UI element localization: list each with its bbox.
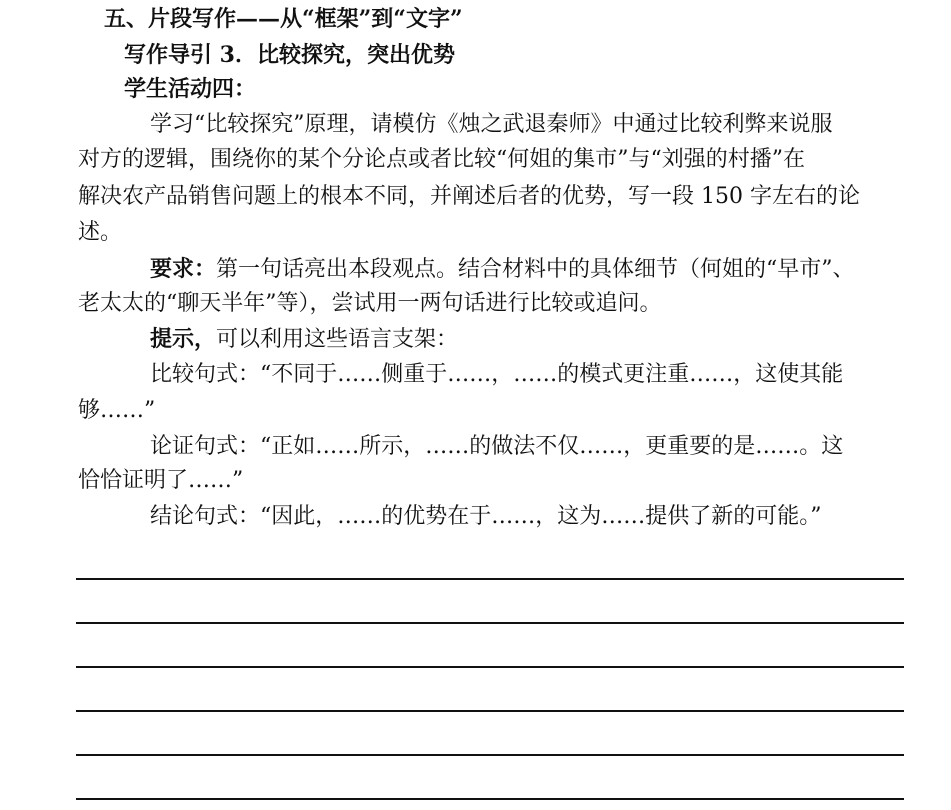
answer-line-3[interactable]: [76, 666, 904, 668]
hint-line: [150, 324, 458, 355]
section-title: 五、片段写作——从“框架”到“文字”: [104, 6, 463, 32]
requirement-line-1: [150, 254, 855, 285]
answer-line-6[interactable]: [76, 798, 904, 800]
task-line-2: 对方的逻辑，围绕你的某个分论点或者比较“何姐的集市”与“刘强的村播”在: [78, 147, 805, 172]
requirement-text: 第一句话亮出本段观点。结合材料中的具体细节（何姐的“早市”、: [216, 257, 855, 282]
answer-line-5[interactable]: [76, 754, 904, 756]
requirement-label: 要求：: [150, 256, 217, 282]
compare-pattern-line-2: 够……”: [78, 398, 156, 423]
argue-pattern-line-2: 恰恰证明了……”: [78, 468, 244, 493]
compare-pattern-line-1: 比较句式：“不同于……侧重于……，……的模式更注重……，这使其能: [150, 362, 844, 387]
task-line-3: 解决农产品销售问题上的根本不同，并阐述后者的优势，写一段 150 字左右的论: [78, 184, 860, 209]
requirement-line-2: 老太太的“聊天半年”等），尝试用一两句话进行比较或追问。: [78, 291, 662, 316]
conclude-pattern-line: 结论句式：“因此，……的优势在于……，这为……提供了新的可能。”: [150, 504, 822, 529]
hint-label: 提示，: [150, 326, 217, 352]
answer-line-1[interactable]: [76, 578, 904, 580]
guide-title: 写作导引 3．比较探究，突出优势: [124, 42, 455, 68]
task-line-4: 述。: [78, 220, 123, 245]
hint-text: 可以利用这些语言支架：: [216, 327, 459, 352]
answer-line-2[interactable]: [76, 622, 904, 624]
argue-pattern-line-1: 论证句式：“正如……所示，……的做法不仅……，更重要的是……。这: [150, 434, 844, 459]
answer-line-4[interactable]: [76, 710, 904, 712]
task-line-1: 学习“比较探究”原理，请模仿《烛之武退秦师》中通过比较利弊来说服: [150, 112, 833, 137]
activity-title: 学生活动四：: [124, 76, 257, 102]
